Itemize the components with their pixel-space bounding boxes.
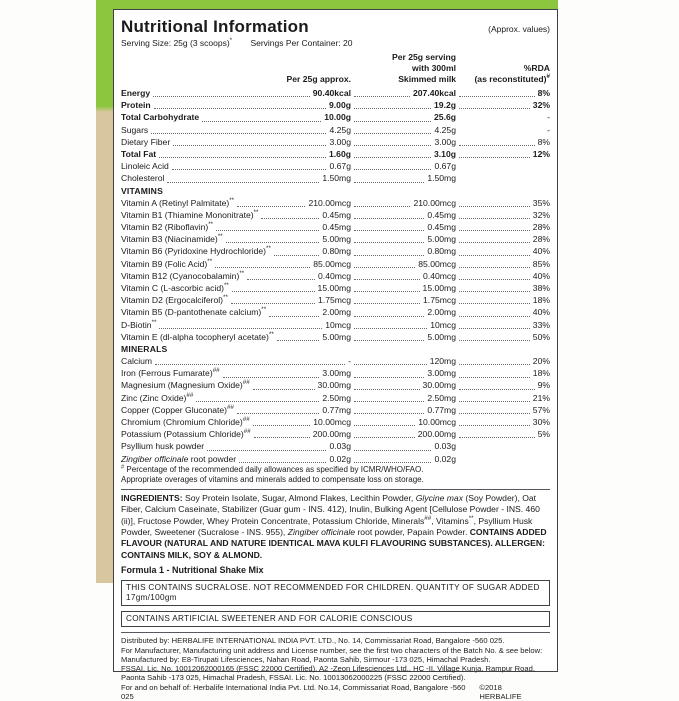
column-header-line bbox=[121, 52, 550, 63]
value-with-milk: 0.45mg bbox=[427, 209, 456, 220]
col-milk-header-1: Per 25g serving bbox=[391, 52, 456, 62]
value-with-milk: 0.03g bbox=[434, 441, 456, 452]
advisory-box-sucralose: THIS CONTAINS SUCRALOSE. NOT RECOMMENDED FOR CHILDREN. QUANTITY OF SUGAR ADDED 17gm/100gm bbox=[121, 580, 550, 606]
value-rda: 50% bbox=[532, 331, 550, 342]
nutrient-name: Dietary Fiber bbox=[121, 136, 171, 147]
value-with-milk: 5.00mg bbox=[427, 234, 456, 245]
nutrient-row bbox=[121, 258, 550, 270]
value-per-25g: 85.00mcg bbox=[313, 258, 351, 269]
footer-legal bbox=[121, 632, 550, 701]
ingredients-paragraph: INGREDIENTS: Soy Protein Isolate, Sugar, Almond Flakes, Lecithin Powder, Glycine max (Soy Powder), Oat Fiber, Calcium Caseinate, Stabilizer (Guar gum - INS. 412), Inulin, Bulking Agent [Cellulose Powder - INS. 460 (ii)], Fructose Powder, Whey Protein Concentrate, Potassium Chloride, Minerals##, Vitamins**, Psyllium Husk Powder, Sweetener (Sucralose - INS. 955), Zingiber officinale root powder, Papain Powder. CONTAINS ADDED FLAVOUR (NATURAL AND NATURE IDENTICAL MAVA KULFI FLAVOURING SUBSTANCES). ALLERGEN: CONTAINS MILK, SOY & ALMOND. bbox=[121, 492, 547, 560]
nutrient-row bbox=[121, 294, 550, 306]
nutrient-name: Magnesium (Magnesium Oxide)## bbox=[121, 379, 250, 391]
serving-size: Serving Size: 25g (3 scoops)* bbox=[121, 37, 233, 48]
nutrient-row bbox=[121, 99, 550, 111]
nutrient-row bbox=[121, 160, 550, 172]
nutrient-row bbox=[121, 221, 550, 233]
value-rda: 12% bbox=[532, 148, 550, 159]
value-with-milk: 3.10g bbox=[434, 148, 456, 159]
nutrient-name: Iron (Ferrous Fumarate)## bbox=[121, 367, 220, 379]
value-with-milk: 0.80mg bbox=[427, 246, 456, 257]
value-per-25g: 0.03g bbox=[329, 441, 351, 452]
nutrient-row bbox=[121, 380, 550, 392]
nutrient-row bbox=[121, 306, 550, 318]
col-per25g-header: Per 25g approx. bbox=[286, 74, 351, 84]
divider bbox=[121, 489, 550, 490]
value-rda: 32% bbox=[532, 209, 550, 220]
value-with-milk: 5.00mg bbox=[427, 331, 456, 342]
value-per-25g: 10mcg bbox=[325, 319, 351, 330]
value-with-milk: 1.50mg bbox=[427, 173, 456, 184]
nutrient-name: Zinc (Zinc Oxide)## bbox=[121, 391, 194, 403]
nutrient-row bbox=[121, 148, 550, 160]
nutrient-row bbox=[121, 209, 550, 221]
value-with-milk: 0.02g bbox=[434, 453, 456, 464]
nutrient-name: Total Fat bbox=[121, 148, 157, 159]
value-rda: - bbox=[547, 124, 550, 135]
nutrient-name: Vitamin B5 (D-pantothenate calcium)** bbox=[121, 306, 267, 318]
nutrient-row bbox=[121, 404, 550, 416]
label-panel bbox=[113, 9, 558, 701]
footnote-overages: Appropriate overages of vitamins and minerals added to compensate loss on storage. bbox=[121, 475, 424, 485]
nutrient-name: Zingiber officinale root powder bbox=[121, 453, 237, 464]
nutrient-row bbox=[121, 197, 550, 209]
value-with-milk: 0.45mg bbox=[427, 222, 456, 233]
value-rda: 32% bbox=[532, 100, 550, 111]
value-rda: 35% bbox=[532, 197, 550, 208]
nutrient-row bbox=[121, 172, 550, 184]
value-with-milk: 210.00mcg bbox=[413, 197, 456, 208]
footer-last-line bbox=[121, 683, 550, 701]
value-with-milk: 10mcg bbox=[430, 319, 456, 330]
nutrient-row bbox=[121, 245, 550, 257]
value-with-milk: 30.00mg bbox=[422, 380, 456, 391]
value-per-25g: 10.00mcg bbox=[313, 417, 351, 428]
col-milk-header-3: Skimmed milk bbox=[398, 74, 456, 84]
value-with-milk: 0.77mg bbox=[427, 404, 456, 415]
value-with-milk: 207.40kcal bbox=[412, 87, 456, 98]
nutrient-name: Energy bbox=[121, 87, 151, 98]
value-per-25g: 10.00g bbox=[324, 112, 351, 123]
value-with-milk: 4.25g bbox=[434, 124, 456, 135]
nutrient-name: Vitamin C (L-ascorbic acid)** bbox=[121, 282, 229, 293]
value-with-milk: 0.67g bbox=[434, 161, 456, 172]
value-rda: - bbox=[547, 112, 550, 123]
footer-line: Paonta Sahib -173 025, Himachal Pradesh, FSSAI. Lic. No. 10013062000225 (FSSC 22000 Certified). bbox=[121, 673, 466, 683]
nutrient-row bbox=[121, 392, 550, 404]
nutrient-name: D-Biotin** bbox=[121, 318, 157, 330]
nutrient-name: Vitamin B12 (Cyanocobalamin)** bbox=[121, 269, 245, 281]
value-per-25g: 9.00g bbox=[329, 100, 351, 111]
page-title: Nutritional Information bbox=[121, 17, 309, 36]
value-rda: 40% bbox=[532, 307, 550, 318]
value-with-milk: 19.2g bbox=[434, 100, 456, 111]
top-green-bar bbox=[102, 0, 558, 9]
value-per-25g: 5.00mg bbox=[322, 234, 351, 245]
value-per-25g: 200.00mg bbox=[312, 429, 351, 440]
value-per-25g: 0.67g bbox=[329, 161, 351, 172]
nutrient-name: Psyllium husk powder bbox=[121, 441, 205, 452]
nutrient-name: Copper (Copper Gluconate)## bbox=[121, 404, 234, 415]
value-per-25g: 4.25g bbox=[329, 124, 351, 135]
value-rda: 40% bbox=[532, 270, 550, 281]
value-rda: 8% bbox=[537, 136, 550, 147]
value-rda: 9% bbox=[537, 380, 550, 391]
value-per-25g: 0.40mcg bbox=[318, 270, 351, 281]
value-per-25g: 1.75mcg bbox=[318, 295, 351, 306]
value-per-25g: 0.77mg bbox=[322, 404, 351, 415]
advisory-box-sweetener: CONTAINS ARTIFICIAL SWEETENER AND FOR CALORIE CONSCIOUS bbox=[121, 611, 550, 627]
value-with-milk: 1.75mcg bbox=[423, 295, 456, 306]
value-rda: 8% bbox=[537, 87, 550, 98]
col-milk-header-2: with 300ml bbox=[412, 63, 456, 73]
value-rda: 28% bbox=[532, 234, 550, 245]
value-with-milk: 15.00mg bbox=[422, 282, 456, 293]
nutrient-row bbox=[121, 282, 550, 294]
footer-line: For Manufacturer, Manufacturing unit address and License number, see the first two characters of the Batch No. & see below: bbox=[121, 645, 543, 655]
value-rda: 85% bbox=[532, 258, 550, 269]
col-rda-header-1: %RDA bbox=[523, 63, 550, 73]
value-rda: 28% bbox=[532, 222, 550, 233]
nutrient-row bbox=[121, 367, 550, 379]
value-per-25g: 1.50mg bbox=[322, 173, 351, 184]
nutrient-row bbox=[121, 124, 550, 136]
nutrient-row bbox=[121, 136, 550, 148]
column-header-line bbox=[121, 63, 550, 74]
serving-info bbox=[121, 38, 550, 50]
section-header: VITAMINS bbox=[121, 185, 164, 196]
footer-line: Distributed by: HERBALIFE INTERNATIONAL INDIA PVT. LTD., No. 14, Commissariat Road, Bangalore -560 025. bbox=[121, 636, 505, 646]
value-rda: 30% bbox=[532, 417, 550, 428]
copyright: ©2018 HERBALIFE bbox=[479, 682, 522, 701]
column-headers bbox=[121, 52, 550, 85]
nutrient-row bbox=[121, 355, 550, 367]
nutrient-name: Chromium (Chromium Chloride)## bbox=[121, 416, 250, 428]
value-per-25g: 5.00mg bbox=[322, 331, 351, 342]
nutrient-name: Vitamin B6 (Pyridoxine Hydrochloride)** bbox=[121, 245, 271, 257]
value-per-25g: 0.80mg bbox=[322, 246, 351, 257]
nutrient-row bbox=[121, 87, 550, 99]
nutrient-row bbox=[121, 416, 550, 428]
nutrient-name: Vitamin B2 (Riboflavin)** bbox=[121, 221, 214, 233]
value-rda: 18% bbox=[532, 368, 550, 379]
nutrient-name: Total Carbohydrate bbox=[121, 112, 200, 123]
nutrient-row bbox=[121, 319, 550, 331]
nutrient-name: Linoleic Acid bbox=[121, 161, 169, 172]
value-with-milk: 120mg bbox=[429, 356, 456, 367]
value-rda: 18% bbox=[532, 295, 550, 306]
value-per-25g: 15.00mg bbox=[317, 282, 351, 293]
nutrient-name: Vitamin B9 (Folic Acid)** bbox=[121, 257, 213, 269]
footer-line: Manufactured by: E8-Tirupati Lifesciences, Nahan Road, Paonta Sahib, Sirmour -173 025, Himachal Pradesh. bbox=[121, 654, 491, 664]
nutrient-name: Potassium (Potassium Chloride)## bbox=[121, 428, 251, 440]
value-rda: 57% bbox=[532, 404, 550, 415]
nutrient-name: Calcium bbox=[121, 356, 153, 367]
nutrient-name: Sugars bbox=[121, 124, 149, 135]
value-with-milk: 200.00mg bbox=[417, 429, 456, 440]
footnote-rda: # Percentage of the recommended daily allowances as specified by ICMR/WHO/FAO. bbox=[121, 464, 424, 474]
nutrient-name: Vitamin B1 (Thiamine Mononitrate)** bbox=[121, 209, 259, 220]
nutrient-row bbox=[121, 453, 550, 465]
side-accent-strip bbox=[96, 0, 113, 583]
nutrient-name: Vitamin E (dl-alpha tocopheryl acetate)** bbox=[121, 330, 274, 342]
nutrient-row bbox=[121, 331, 550, 343]
value-with-milk: 2.50mg bbox=[427, 392, 456, 403]
value-per-25g: - bbox=[348, 356, 351, 367]
value-rda: 5% bbox=[537, 429, 550, 440]
col-rda-header-2: (as reconstituted)# bbox=[474, 73, 550, 84]
nutrient-row bbox=[121, 270, 550, 282]
value-rda: 40% bbox=[532, 246, 550, 257]
column-header-line bbox=[121, 74, 550, 85]
value-per-25g: 210.00mcg bbox=[308, 197, 351, 208]
formula-line: Formula 1 - Nutritional Shake Mix bbox=[121, 565, 264, 576]
nutrient-row bbox=[121, 428, 550, 440]
nutrient-row bbox=[121, 111, 550, 123]
value-with-milk: 85.00mcg bbox=[418, 258, 456, 269]
value-per-25g: 3.00g bbox=[329, 136, 351, 147]
value-with-milk: 2.00mg bbox=[427, 307, 456, 318]
footer-behalf: For and on behalf of: Herbalife International India Pvt. Ltd. No.14, Commissariat Road, Bangalore -560 025 bbox=[121, 682, 466, 701]
title-row bbox=[121, 14, 550, 35]
nutrient-name: Cholesterol bbox=[121, 173, 165, 184]
value-per-25g: 3.00mg bbox=[322, 368, 351, 379]
nutrition-table bbox=[121, 87, 550, 465]
nutrient-name: Vitamin B3 (Niacinamide)** bbox=[121, 233, 223, 245]
nutrient-name: Vitamin A (Retinyl Palmitate)** bbox=[121, 196, 235, 208]
value-per-25g: 1.60g bbox=[329, 148, 351, 159]
value-per-25g: 0.45mg bbox=[322, 222, 351, 233]
value-rda: 38% bbox=[532, 282, 550, 293]
servings-per-container: Servings Per Container: 20 bbox=[250, 38, 353, 48]
value-with-milk: 25.6g bbox=[434, 112, 456, 123]
value-rda: 20% bbox=[532, 356, 550, 367]
section-header: MINERALS bbox=[121, 343, 168, 354]
nutrition-label bbox=[96, 0, 558, 701]
value-per-25g: 0.02g bbox=[329, 453, 351, 464]
value-per-25g: 2.00mg bbox=[322, 307, 351, 318]
approx-values-note: (Approx. values) bbox=[488, 23, 550, 34]
nutrient-name: Vitamin D2 (Ergocalciferol)** bbox=[121, 294, 228, 306]
nutrient-name: Protein bbox=[121, 100, 151, 111]
footer-line: FSSAI. Lic. No. 10012062000165 (FSSC 22000 Certified). A2 -Zeon Lifesciences Ltd., HC -II, Village Kunja, Rampur Road, bbox=[121, 664, 535, 674]
value-with-milk: 0.40mcg bbox=[423, 270, 456, 281]
value-with-milk: 3.00g bbox=[434, 136, 456, 147]
nutrient-row bbox=[121, 233, 550, 245]
value-with-milk: 3.00mg bbox=[427, 368, 456, 379]
value-rda: 21% bbox=[532, 392, 550, 403]
value-rda: 33% bbox=[532, 319, 550, 330]
nutrient-row bbox=[121, 440, 550, 452]
value-per-25g: 2.50mg bbox=[322, 392, 351, 403]
value-with-milk: 10.00mcg bbox=[418, 417, 456, 428]
value-per-25g: 0.45mg bbox=[322, 209, 351, 220]
value-per-25g: 30.00mg bbox=[317, 380, 351, 391]
value-per-25g: 90.40kcal bbox=[312, 87, 351, 98]
